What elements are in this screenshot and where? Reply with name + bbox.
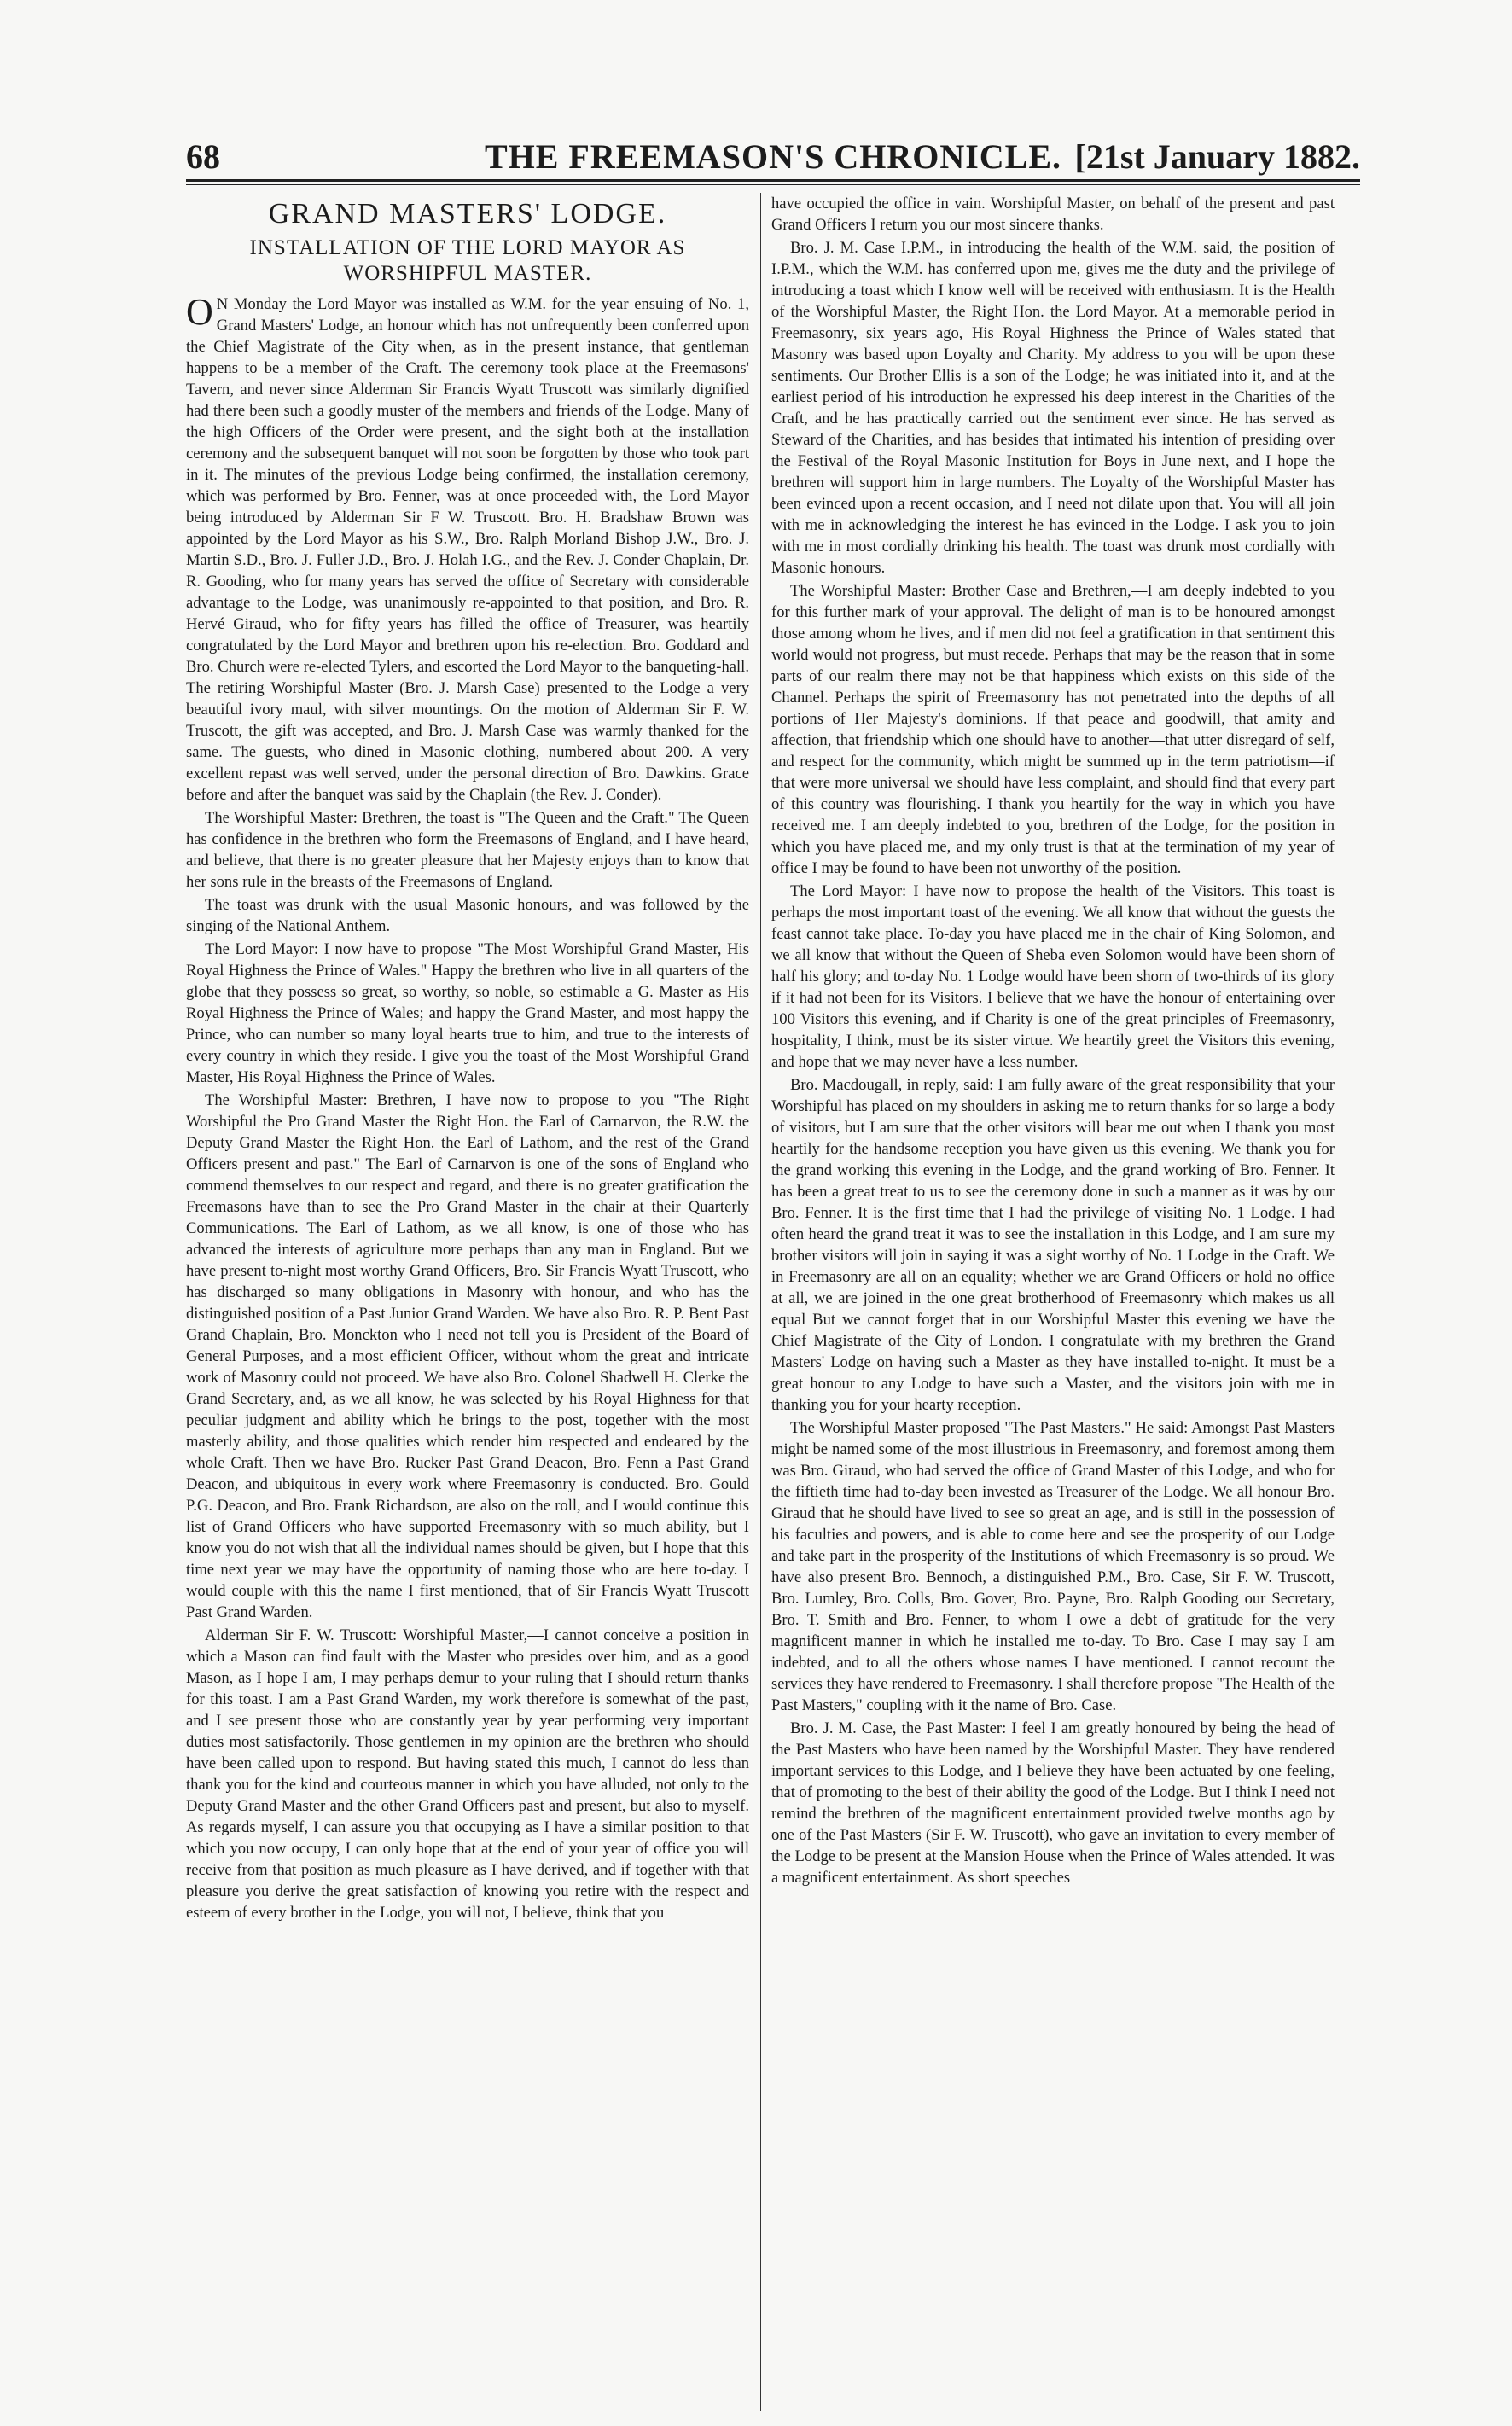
publication-title: THE FREEMASON'S CHRONICLE.: [484, 137, 1062, 176]
left-column: [186, 193, 749, 1925]
article-subtitle: INSTALLATION OF THE LORD MAYOR AS WORSHIPFUL MASTER.: [249, 236, 686, 285]
paragraph: The Worshipful Master: Brethren, the toast is "The Queen and the Craft." The Queen has confidence in the brethren who form the Freemasons of England, and I have heard, and believe, that there is no greater pleasure that her Majesty enjoys than to know that her sons rule in the breasts of the Freemasons of England.: [186, 809, 749, 891]
paragraph: The Worshipful Master: Brother Case and Brethren,—I am deeply indebted to you for this further mark of your approval. The delight of man is to be honoured amongst those among whom he lives, and if men did not feel a gratification in that sentiment this world would not progress, but must recede. Perhaps that may be the reason that in some parts of our realm there may not be that happiness which exists on this side of the Channel. Perhaps the spirit of Freemasonry has not penetrated into the depths of all portions of Her Majesty's dominions. If that peace and goodwill, that amity and affection, that friendship which one should have to another—that utter disregard of self, and respect for the community, which might be summed up in the term patriotism—if that were more universal we should have less complaint, and should find that every part of this country was flourishing. I thank you heartily for the way in which you have received me. I am deeply indebted to you, brethren of the Lodge, for the position in which you have placed me, and my only trust is that at the termination of my year of office I may be found to have been not unworthy of the position.: [771, 582, 1335, 877]
drop-cap: O: [186, 291, 213, 333]
column-divider: [760, 193, 761, 2411]
header-rule-thick: [186, 179, 1360, 182]
paragraph: The Worshipful Master: Brethren, I have now to propose to you "The Right Worshipful the Pro Grand Master the Right Hon. the Earl of Carnarvon, the R.W. the Deputy Grand Master the Right Hon. the Earl of Lathom, and the rest of the Grand Officers present and past." The Earl of Carnarvon is one of the sons of England who commend themselves to our respect and regard, and there is no greater gratification the Freemasons have than to see the Pro Grand Master in the chair at their Quarterly Communications. The Earl of Lathom, as we all know, is one of those who has advanced the interests of agriculture more perhaps than any man in England. But we have present to-night most worthy Grand Officers, Bro. Sir Francis Wyatt Truscott, who has discharged so many obligations in Masonry with honour, and who has the distinguished position of a Past Junior Grand Warden. We have also Bro. R. P. Bent Past Grand Chaplain, Bro. Monckton who I need not tell you is President of the Board of General Purposes, and a most efficient Officer, without whom the great and intricate work of Masonry could not proceed. We have also Bro. Colonel Shadwell H. Clerke the Grand Secretary, and, as we all know, he was selected by his Royal Highness for that peculiar judgment and ability which he brings to the post, together with the most masterly ability, and those qualities which render him respected and endeared by the whole Craft. Then we have Bro. Rucker Past Grand Deacon, Bro. Fenn a Past Grand Deacon, and ubiquitous in every work where Freemasonry is conducted. Bro. Gould P.G. Deacon, and Bro. Frank Richardson, are also on the roll, and I would continue this list of Grand Officers who have supported Freemasonry with so much ability, but I know you do not wish that all the individual names should be given, but I hope that this time next year we may have the opportunity of naming those who are here to-day. I would couple with this the name I first mentioned, that of Sir Francis Wyatt Truscott Past Grand Warden.: [186, 1091, 749, 1621]
paragraph: Bro. Macdougall, in reply, said: I am fully aware of the great responsibility that your Worshipful has placed on my shoulders in asking me to return thanks for so large a body of visitors, but I am sure that the other visitors will bear me out when I thank you most heartily for the handsome reception you have given us this evening. We thank you for the grand working this evening in the Lodge, and the grand working of Bro. Fenner. It has been a great treat to us to see the ceremony done in such a manner as it was by our Bro. Fenner. It is the first time that I had the privilege of visiting No. 1 Lodge. I had often heard the grand treat it was to see the installation in this Lodge, and I am sure my brother visitors will join in saying it was a sight worthy of No. 1 Lodge in the Craft. We in Freemasonry are all on an equality; whether we are Grand Officers or hold no office at all, we are joined in the one great brotherhood of Freemasonry which makes us all equal But we cannot forget that in our Worshipful Master this evening we have the Chief Magistrate of the City of London. I congratulate with my brethren the Grand Masters' Lodge on having such a Master as they have installed to-night. It must be a great honour to any Lodge to have such a Master, and the visitors join with me in thanking you for your hearty reception.: [771, 1076, 1335, 1414]
paragraph: Bro. J. M. Case, the Past Master: I feel I am greatly honoured by being the head of the Past Masters who have been named by the Worshipful Master. They have rendered important services to this Lodge, and I believe they have been actuated by one feeling, that of promoting to the best of their ability the good of the Lodge. But I think I need not remind the brethren of the magnificent entertainment provided twelve months ago by one of the Past Masters (Sir F. W. Truscott), who gave an invitation to every member of the Lodge to be present at the Mansion House when the Prince of Wales attended. It was a magnificent entertainment. As short speeches: [771, 1719, 1335, 1887]
paragraph: Bro. J. M. Case I.P.M., in introducing the health of the W.M. said, the position of I.P.M., which the W.M. has conferred upon me, gives me the duty and the privilege of introducing a toast which I know well will be received with enthusiasm. It is the Health of the Worshipful Master, the Right Hon. the Lord Mayor. At a memorable period in Freemasonry, six years ago, His Royal Highness the Prince of Wales stated that Masonry was based upon Loyalty and Charity. My address to you will be upon these sentiments. Our Brother Ellis is a son of the Lodge; he was initiated into it, and at the earliest period of his introduction he expressed his deep interest in the Charities of the Craft, and he has practically carried out the sentiment ever since. He has served as Steward of the Charities, and has besides that intimated his intention of presiding over the Festival of the Royal Masonic Institution for Boys in June next, and I hope the brethren will support him in large numbers. The Loyalty of the Worshipful Master has been evinced upon a recent occasion, and I need not dilate upon that. You will all join with me in acknowledging the interest he has evinced in the Lodge. I ask you to join with me in most cordially drinking his health. The toast was drunk most cordially with Masonic honours.: [771, 239, 1335, 577]
paragraph: Alderman Sir F. W. Truscott: Worshipful Master,—I cannot conceive a position in which a Mason can find fault with the Master who presides over him, and as a good Mason, as I hope I am, I may perhaps demur to your ruling that I should return thanks for this toast. I am a Past Grand Warden, my work therefore is somewhat of the past, and I see present those who are constantly year by year performing very important duties most satisfactorily. Those gentlemen in my opinion are the brethren who should have been called upon to respond. But having stated this much, I cannot do less than thank you for the kind and courteous manner in which you have alluded, not only to the Deputy Grand Master and the other Grand Officers past and present, but also to myself. As regards myself, I can assure you that occupying as I have a similar position to that which you now occupy, I can only hope that at the end of your year of office you will receive from that position as much pleasure as I have derived, and if together with that pleasure you derive the great satisfaction of knowing you retire with the respect and esteem of every brother in the Lodge, you will not, I believe, think that you: [186, 1626, 749, 1922]
header-rule-thin: [186, 184, 1360, 185]
paragraph: The Lord Mayor: I have now to propose the health of the Visitors. This toast is perhaps the most important toast of the evening. We all know that without the guests the feast cannot take place. To-day you have placed me in the chair of King Solomon, and we all know that without the Queen of Sheba even Solomon would have been shorn of half his glory; and to-day No. 1 Lodge would have been shorn of two-thirds of its glory if it had not been for its Visitors. I believe that we have the honour of entertaining over 100 Visitors this evening, and if Charity is one of the great principles of Freemasonry, hospitality, I think, must be its sister virtue. We heartily greet the Visitors this evening, and hope that we may never have a less number.: [771, 882, 1335, 1071]
right-column: [771, 193, 1335, 1890]
issue-date: [21st January 1882.: [1074, 137, 1360, 176]
page-number: 68: [186, 137, 220, 176]
paragraph: The Worshipful Master proposed "The Past Masters." He said: Amongst Past Masters might be named some of the most illustrious in Freemasonry, and foremost among them was Bro. Giraud, who had served the office of Grand Master of this Lodge, and who for the fiftieth time had to-day been invested as Treasurer of the Lodge. We all honour Bro. Giraud that he should have lived to see so great an age, and is still in the possession of his faculties and powers, and is able to come here and see the prosperity of our Lodge and take part in the prosperity of the Institutions of which Freemasonry is so proud. We have also present Bro. Bennoch, a distinguished P.M., Bro. Case, Sir F. W. Truscott, Bro. Lumley, Bro. Colls, Bro. Gover, Bro. Payne, Bro. Ralph Gooding our Secretary, Bro. T. Smith and Bro. Fenner, to whom I owe a debt of gratitude for the very magnificent manner in which he installed me to-day. To Bro. Case I may say I am indebted, and to all the others whose names I have mentioned. I cannot recount the services they have rendered to Freemasonry. I shall therefore propose "The Health of the Past Masters," coupling with it the name of Bro. Case.: [771, 1419, 1335, 1714]
paragraph: have occupied the office in vain. Worshipful Master, on behalf of the present and past Grand Officers I return you our most sincere thanks.: [771, 195, 1335, 234]
paragraph: The toast was drunk with the usual Masonic honours, and was followed by the singing of the National Anthem.: [186, 896, 749, 935]
article-title: GRAND MASTERS' LODGE.: [268, 198, 667, 230]
page-header: [186, 137, 1360, 179]
paragraph: The Lord Mayor: I now have to propose "The Most Worshipful Grand Master, His Royal Highness the Prince of Wales." Happy the brethren who live in all quarters of the globe that they possess so great, so worthy, so noble, so estimable a G. Master as His Royal Highness the Prince of Wales; and happy the Grand Master, and most happy the Prince, who can number so many loyal hearts true to him, and true to the interests of every country in which they reside. I give you the toast of the Most Worshipful Grand Master, His Royal Highness the Prince of Wales.: [186, 940, 749, 1086]
paragraph: O N Monday the Lord Mayor was installed as W.M. for the year ensuing of No. 1, Grand Masters' Lodge, an honour which has not unfrequently been conferred upon the Chief Magistrate of the City when, as in the present instance, that gentleman happens to be a member of the Craft. The ceremony took place at the Freemasons' Tavern, and never since Alderman Sir Francis Wyatt Truscott was similarly dignified had there been such a goodly muster of the members and friends of the Lodge. Many of the high Officers of the Order were present, and the sight both at the installation ceremony and the subsequent banquet will not soon be forgotten by those who took part in it. The minutes of the previous Lodge being confirmed, the installation ceremony, which was performed by Bro. Fenner, was at once proceeded with, the Lord Mayor being introduced by Alderman Sir F W. Truscott. Bro. H. Bradshaw Brown was appointed by the Lord Mayor as his S.W., Bro. Ralph Morland Bishop J.W., Bro. J. Martin S.D., Bro. J. Fuller J.D., Bro. J. Holah I.G., and the Rev. J. Conder Chaplain, Dr. R. Gooding, who for many years has served the office of Secretary with considerable advantage to the Lodge, was unanimously re-appointed to that position, and Bro. R. Hervé Giraud, who for fifty years has filled the office of Treasurer, was heartily congratulated by the Lord Mayor and brethren upon his re-election. Bro. Goddard and Bro. Church were re-elected Tylers, and escorted the Lord Mayor to the banqueting-hall. The retiring Worshipful Master (Bro. J. Marsh Case) presented to the Lodge a very beautiful ivory maul, with silver mountings. On the motion of Alderman Sir F. W. Truscott, the gift was accepted, and Bro. J. Marsh Case was warmly thanked for the same. The guests, who dined in Masonic clothing, numbered about 200. A very excellent repast was well served, under the personal direction of Bro. Dawkins. Grace before and after the banquet was said by the Chaplain (the Rev. J. Conder).: [186, 291, 749, 804]
